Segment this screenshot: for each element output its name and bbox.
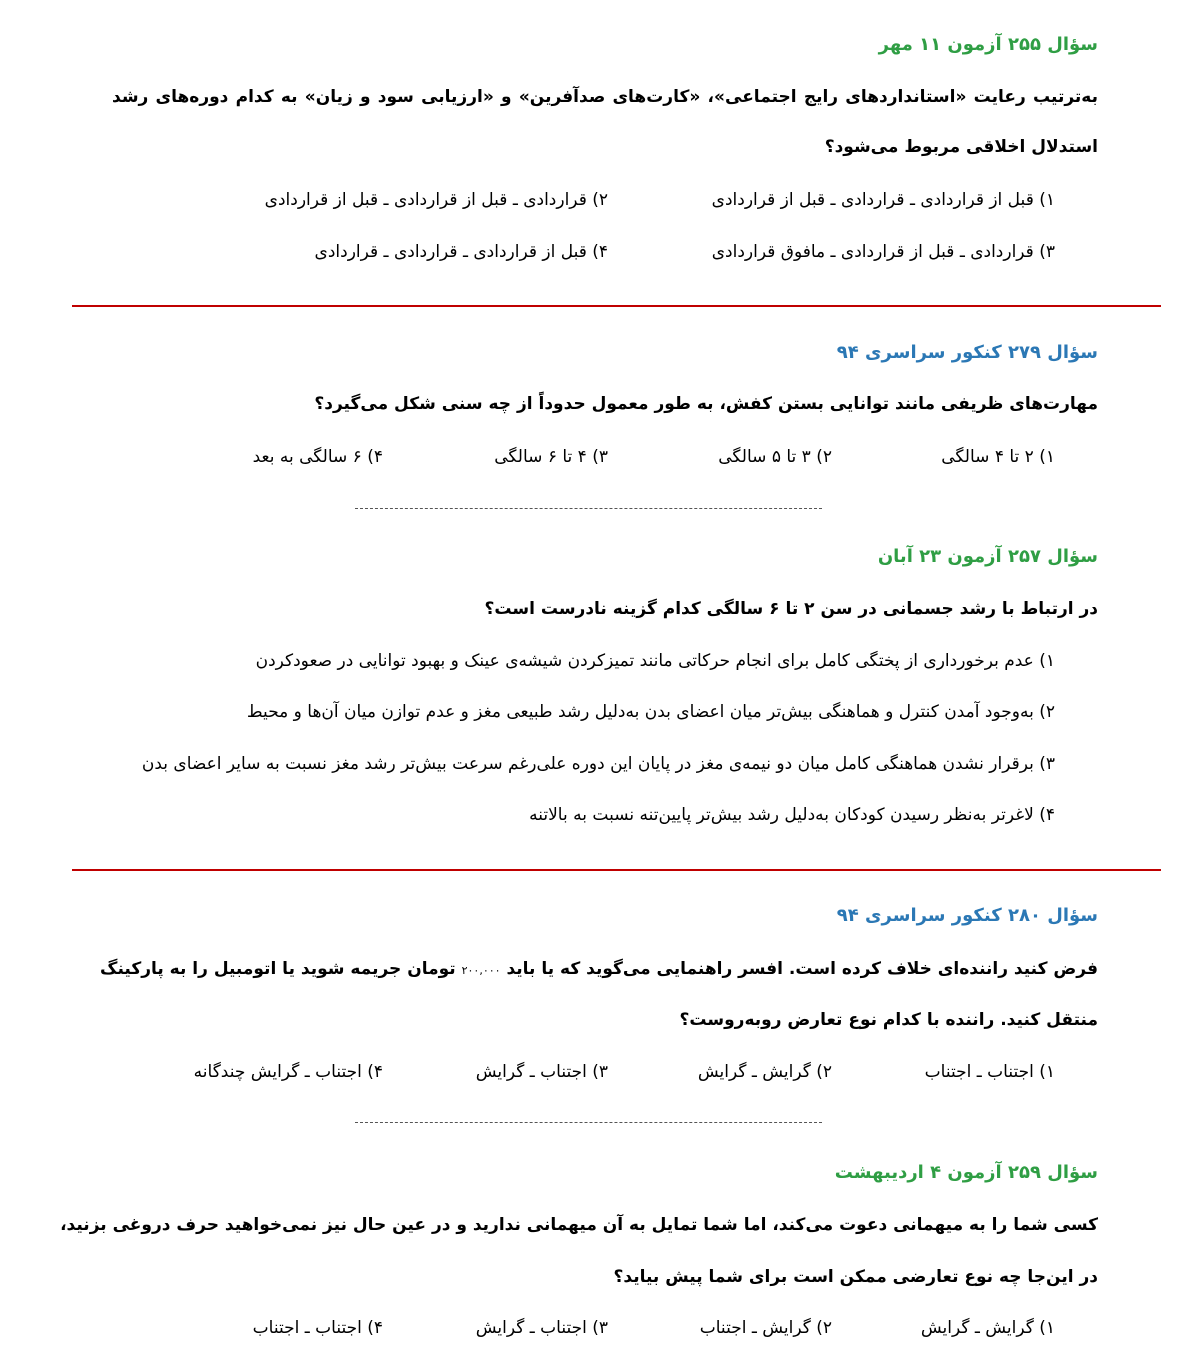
question-text: به‌ترتیب رعایت «استانداردهای رایج اجتماعی»، «کارت‌های صدآفرین» و «ارزیابی سود و زیان» به کدام دوره‌های رشد	[112, 87, 1098, 107]
option-1: ۱) عدم برخورداری از پختگی کامل برای انجام حرکاتی مانند تمیزکردن شیشه‌ی عینک و بهبود توانایی در صعودکردن	[255, 651, 1055, 671]
dashed-divider	[355, 508, 822, 509]
option-4: ۴) اجتناب ـ گرایش چندگانه	[193, 1062, 383, 1082]
option-1: ۱) ۲ تا ۴ سالگی	[941, 447, 1055, 467]
question-heading: سؤال ۲۵۷ آزمون ۲۳ آبان	[877, 546, 1098, 567]
option-4: ۴) ۶ سالگی به بعد	[252, 447, 383, 467]
option-2: ۲) ۳ تا ۵ سالگی	[718, 447, 832, 467]
option-4: ۴) قبل از قراردادی ـ قراردادی ـ قراردادی	[314, 242, 608, 262]
dashed-divider	[355, 1122, 822, 1123]
option-3: ۳) برقرار نشدن هماهنگی کامل میان دو نیمه‌ی مغز در پایان این دوره علی‌رغم سرعت بیش‌تر رشد مغز نسبت به سایر اعضای بدن	[141, 754, 1055, 774]
question-text: در ارتباط با رشد جسمانی در سن ۲ تا ۶ سالگی کدام گزینه نادرست است؟	[484, 599, 1098, 619]
option-1: ۱) گرایش ـ گرایش	[920, 1318, 1055, 1338]
option-3: ۳) ۴ تا ۶ سالگی	[494, 447, 608, 467]
question-text: استدلال اخلاقی مربوط می‌شود؟	[824, 137, 1098, 157]
option-2: ۲) گرایش ـ گرایش	[697, 1062, 832, 1082]
text-part: فرض کنید راننده‌ای خلاف کرده است. افسر راهنمایی می‌گوید که یا باید	[506, 959, 1098, 979]
option-1: ۱) اجتناب ـ اجتناب	[924, 1062, 1055, 1082]
option-4: ۴) لاغرتر به‌نظر رسیدن کودکان به‌دلیل رشد بیش‌تر پایین‌تنه نسبت به بالاتنه	[529, 805, 1055, 825]
question-heading: سؤال ۲۵۵ آزمون ۱۱ مهر	[878, 34, 1098, 55]
option-1: ۱) قبل از قراردادی ـ قراردادی ـ قبل از قراردادی	[711, 190, 1055, 210]
option-3: ۳) اجتناب ـ گرایش	[475, 1318, 608, 1338]
option-3: ۳) اجتناب ـ گرایش	[475, 1062, 608, 1082]
section-divider	[72, 305, 1161, 307]
question-text: کسی شما را به میهمانی دعوت می‌کند، اما شما تمایل به آن میهمانی ندارید و در عین حال نیز نمی‌خواهید حرف دروغی بزنید،	[60, 1215, 1098, 1235]
question-text: منتقل کنید. راننده با کدام نوع تعارض روبه‌روست؟	[679, 1010, 1098, 1030]
amount: ۲۰۰,۰۰۰	[461, 964, 501, 977]
option-2: ۲) قراردادی ـ قبل از قراردادی ـ قبل از قراردادی	[264, 190, 608, 210]
question-heading: سؤال ۲۷۹ کنکور سراسری ۹۴	[836, 342, 1098, 363]
option-2: ۲) گرایش ـ اجتناب	[699, 1318, 832, 1338]
question-text: مهارت‌های ظریفی مانند توانایی بستن کفش، به طور معمول حدوداً از چه سنی شکل می‌گیرد؟	[314, 394, 1098, 414]
option-4: ۴) اجتناب ـ اجتناب	[252, 1318, 383, 1338]
question-heading: سؤال ۲۵۹ آزمون ۴ اردیبهشت	[834, 1162, 1098, 1183]
text-part: تومان جریمه شوید یا اتومبیل را به پارکینگ	[100, 959, 456, 979]
question-heading: سؤال ۲۸۰ کنکور سراسری ۹۴	[836, 905, 1098, 926]
question-text: در این‌جا چه نوع تعارضی ممکن است برای شما پیش بیاید؟	[613, 1267, 1098, 1287]
option-3: ۳) قراردادی ـ قبل از قراردادی ـ مافوق قراردادی	[711, 242, 1055, 262]
question-text	[100, 944, 1098, 994]
section-divider	[72, 869, 1161, 871]
option-2: ۲) به‌وجود آمدن کنترل و هماهنگی بیش‌تر میان اعضای بدن به‌دلیل رشد طبیعی مغز و عدم توازن میان آن‌ها و محیط	[246, 702, 1055, 722]
